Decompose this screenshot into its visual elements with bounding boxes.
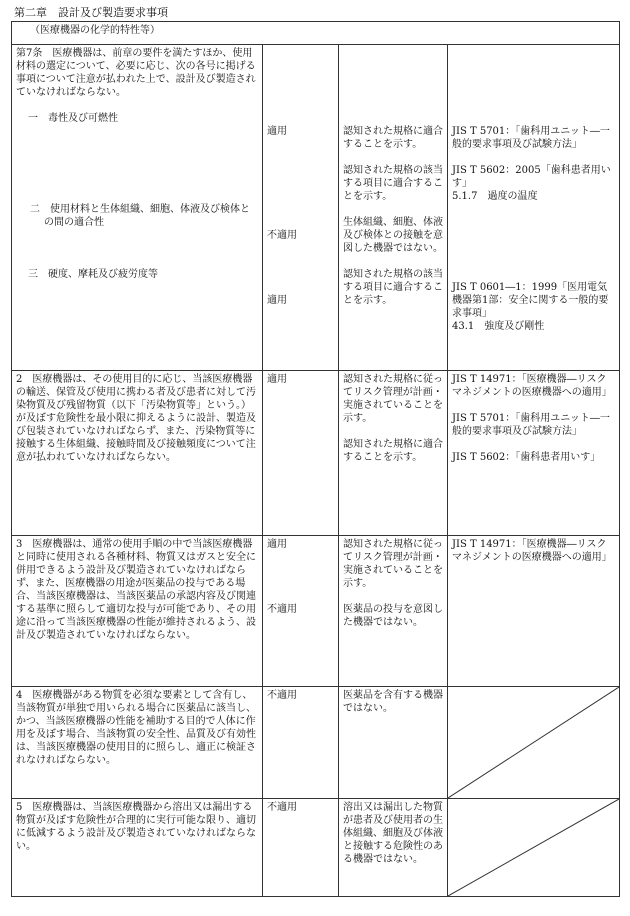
method-cell — [339, 799, 448, 897]
method-cell — [339, 45, 448, 371]
item-label: 一 毒性及び可燃性 — [28, 113, 118, 124]
standard-text: JIS T 14971：「医療機器―リスクマネジメントの医療機器への適用」 — [452, 539, 612, 563]
applicability-cell — [263, 45, 339, 371]
requirements-table — [11, 21, 620, 897]
table-row — [12, 687, 620, 799]
section-heading-row — [12, 22, 620, 45]
standard-cell-not-applicable — [448, 799, 620, 897]
method-text: 医薬品を含有する機器ではない。 — [343, 690, 443, 714]
requirement-text: 第7条 医療機器は、前章の要件を満たすほか、使用材料の選定について、必要に応じ、次の各号に掲げる事項について注意が払われた上で、設計及び製造されていなければならない。 — [16, 48, 256, 98]
method-text: 認知された規格に適合することを示す。 — [343, 439, 443, 463]
standard-cell-not-applicable — [448, 687, 620, 799]
requirement-text: 2 医療機器は、その使用目的に応じ、当該医療機器の輸送、保管及び使用に携わる者及び患者に対して汚染物質及び残留物質（以下「汚染物質等」という。）が及ぼす危険性を最小限に抑えるように設計、製造及び包装されていなければならず、また、汚染物質等に接触する生体組織、接触時間及び接触頻度について注意が払われていなければならない。 — [16, 374, 256, 463]
method-text: 認知された規格の該当する項目に適合することを示す。 — [343, 269, 443, 306]
diagonal-strike — [448, 799, 619, 896]
method-text: 認知された規格の該当する項目に適合することを示す。 — [343, 165, 443, 202]
standard-cell — [448, 45, 620, 371]
standard-cell — [448, 371, 620, 536]
applicability-value: 不適用 — [267, 604, 297, 615]
standard-text: JIS T 0601―1：1999「医用電気機器第1部：安全に関する一般的要求事項」 — [452, 282, 609, 319]
applicability-cell — [263, 371, 339, 536]
standard-text: 43.1 強度及び剛性 — [452, 321, 545, 332]
method-cell — [339, 371, 448, 536]
applicability-value: 不適用 — [267, 802, 297, 813]
method-text: 生体組織、細胞、体液及び検体との接触を意図した機器ではない。 — [343, 217, 443, 254]
applicability-value: 適用 — [267, 295, 287, 306]
requirement-text: 3 医療機器は、通常の使用手順の中で当該医療機器と同時に使用される各種材料、物質又はガスと安全に併用できるよう設計及び製造されていなければならず、また、医療機器の用途が医薬品の投与である場合、当該医療機器は、当該医薬品の承認内容及び関連する基準に照らして適切な投与が可能であり、その用途に沿って当該医療機器の性能が維持されるよう、設計及び製造されていなければならない。 — [16, 539, 256, 641]
item-label: 三 硬度、摩耗及び疲労度等 — [28, 269, 158, 280]
standard-cell — [448, 536, 620, 687]
applicability-value: 適用 — [267, 539, 287, 550]
standard-text: 5.1.7 過度の温度 — [452, 191, 538, 202]
chapter-title: 第二章 設計及び製造要求事項 — [14, 6, 168, 19]
standard-text: JIS T 14971：「医療機器―リスクマネジメントの医療機器への適用」 — [452, 374, 612, 398]
table-row — [12, 536, 620, 687]
section-heading: （医療機器の化学的特性等） — [12, 22, 620, 45]
method-text: 認知された規格に従ってリスク管理が計画・実施されていることを示す。 — [343, 374, 443, 424]
applicability-value: 適用 — [267, 374, 287, 385]
standard-text: JIS T 5701：「歯科用ユニット―一般的要求事項及び試験方法」 — [452, 413, 610, 437]
standard-text: JIS T 5602：2005「歯科患者用いす」 — [452, 165, 611, 189]
requirement-cell — [12, 799, 263, 897]
method-text: 認知された規格に適合することを示す。 — [343, 126, 443, 150]
method-cell — [339, 687, 448, 799]
method-text: 認知された規格に従ってリスク管理が計画・実施されていることを示す。 — [343, 539, 443, 589]
applicability-value: 不適用 — [267, 690, 297, 701]
requirement-cell — [12, 371, 263, 536]
requirement-cell — [12, 536, 263, 687]
requirement-text: 5 医療機器は、当該医療機器から溶出又は漏出する物質が及ぼす危険性が合理的に実行可能な限り、適切に低減するよう設計及び製造されていなければならない。 — [16, 802, 256, 852]
applicability-cell — [263, 799, 339, 897]
table-row — [12, 45, 620, 371]
table-row — [12, 799, 620, 897]
requirement-cell — [12, 45, 263, 371]
applicability-value: 不適用 — [267, 230, 297, 241]
table-row — [12, 371, 620, 536]
applicability-value: 適用 — [267, 126, 287, 137]
standard-text: JIS T 5602：「歯科患者用いす」 — [452, 452, 601, 463]
standard-text: JIS T 5701：「歯科用ユニット―一般的要求事項及び試験方法」 — [452, 126, 610, 150]
item-label: 二 使用材料と生体組織、細胞、体液及び検体との間の適合性 — [30, 204, 250, 228]
method-text: 溶出又は漏出した物質が患者及び使用者の生体組織、細胞及び体液と接触する危険性のある機器ではない。 — [343, 802, 443, 865]
method-text: 医薬品の投与を意図した機器ではない。 — [343, 604, 443, 628]
method-cell — [339, 536, 448, 687]
applicability-cell — [263, 687, 339, 799]
requirement-cell — [12, 687, 263, 799]
diagonal-strike — [448, 687, 619, 798]
requirement-text: 4 医療機器がある物質を必須な要素として含有し、当該物質が単独で用いられる場合に医薬品に該当し、かつ、当該医療機器の性能を補助する目的で人体に作用を及ぼす場合、当該物質の安全性、品質及び有効性は、当該医療機器の使用目的に照らし、適正に検証されなければならない。 — [16, 690, 256, 766]
applicability-cell — [263, 536, 339, 687]
